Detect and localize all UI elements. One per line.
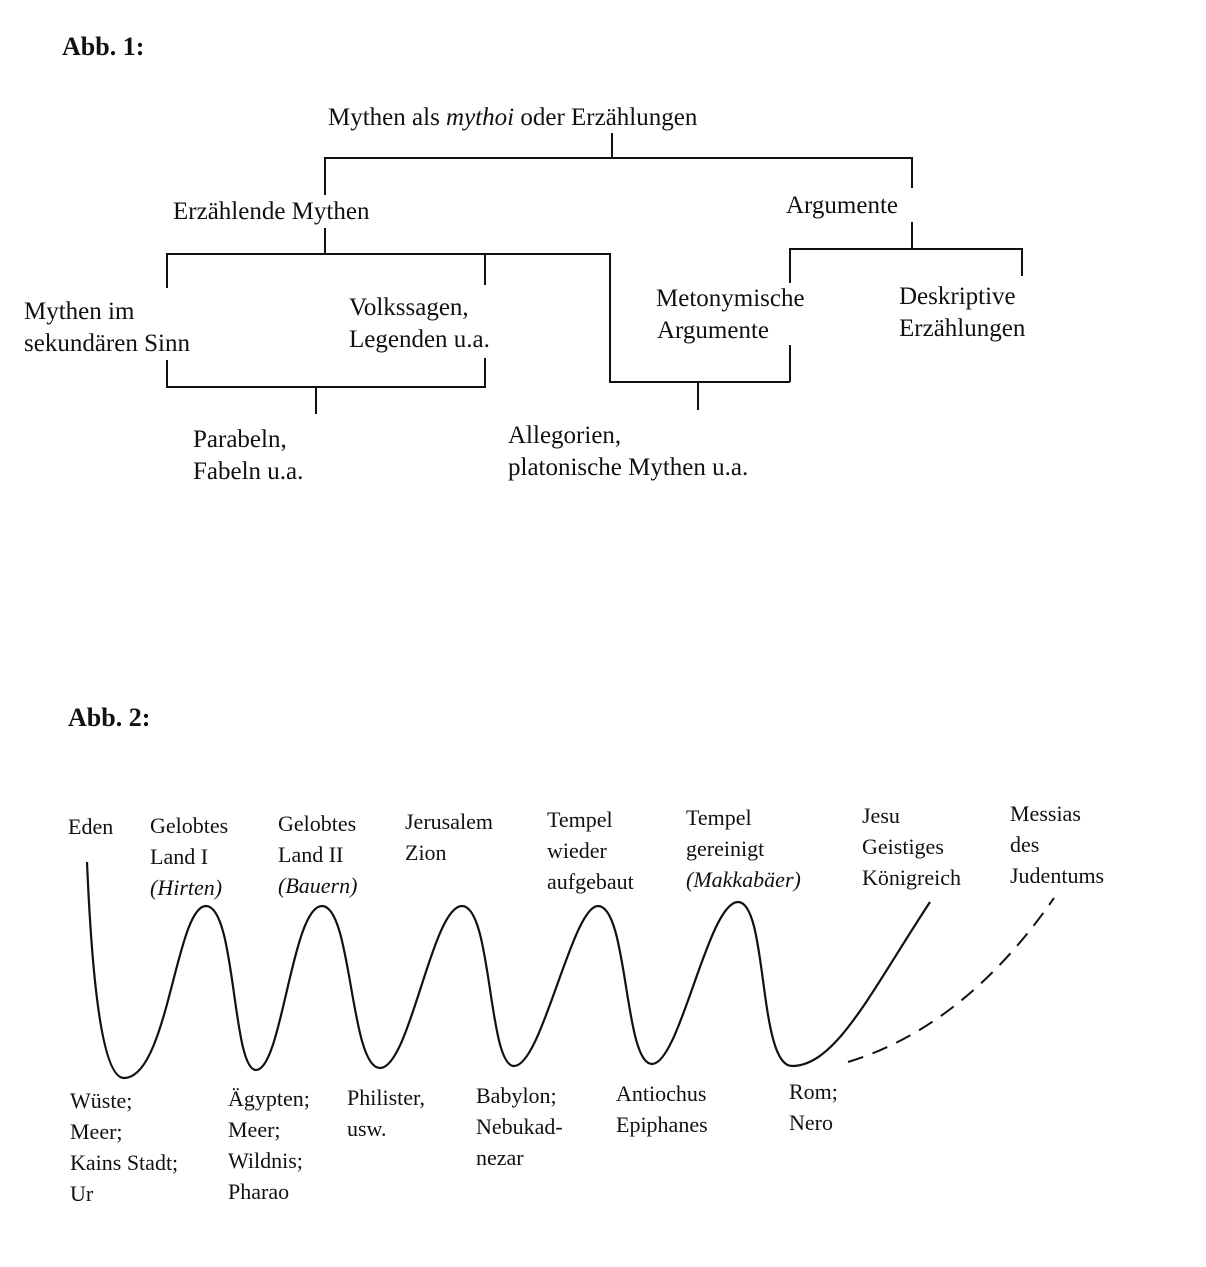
trough-egypt: Ägypten; Meer; Wildnis; Pharao (228, 1086, 310, 1204)
node-folk-tales: Volkssagen, Legenden u.a. (349, 294, 490, 353)
peak-messiah: Messias des Judentums (1010, 801, 1105, 888)
trough-philistines: Philister, usw. (347, 1085, 425, 1141)
peak-temple-cleansed: Tempel gereinigt (Makkabäer) (686, 805, 801, 892)
node-secondary-myths: Mythen im sekundären Sinn (24, 298, 190, 357)
trough-desert: Wüste; Meer; Kains Stadt; Ur (70, 1088, 179, 1206)
node-narrative-myths: Erzählende Mythen (173, 198, 370, 225)
peak-promised-land-1: Gelobtes Land I (Hirten) (150, 813, 229, 900)
node-root: Mythen als mythoi oder Erzählungen (328, 104, 698, 131)
peak-jerusalem: Jerusalem Zion (405, 809, 493, 865)
figure-2-label: Abb. 2: (68, 703, 151, 732)
peak-temple-rebuilt: Tempel wieder aufgebaut (547, 807, 634, 894)
node-parables: Parabeln, Fabeln u.a. (193, 426, 304, 485)
trough-antiochus: Antiochus Epiphanes (616, 1081, 708, 1137)
peak-spiritual-kingdom: Jesu Geistiges Königreich (862, 803, 961, 890)
peak-promised-land-2: Gelobtes Land II (Bauern) (278, 811, 358, 898)
node-arguments: Argumente (786, 192, 899, 219)
node-descriptive-narratives: Deskriptive Erzählungen (899, 283, 1026, 342)
figure-1-label: Abb. 1: (62, 32, 145, 61)
trough-rome: Rom; Nero (789, 1079, 838, 1135)
node-metonymic-arguments: Metonymische Argumente (656, 285, 805, 344)
node-allegories: Allegorien, platonische Mythen u.a. (508, 422, 749, 481)
peak-eden: Eden (68, 814, 114, 839)
trough-babylon: Babylon; Nebukad- nezar (476, 1083, 563, 1170)
messiah-dashed-curve (848, 898, 1054, 1062)
